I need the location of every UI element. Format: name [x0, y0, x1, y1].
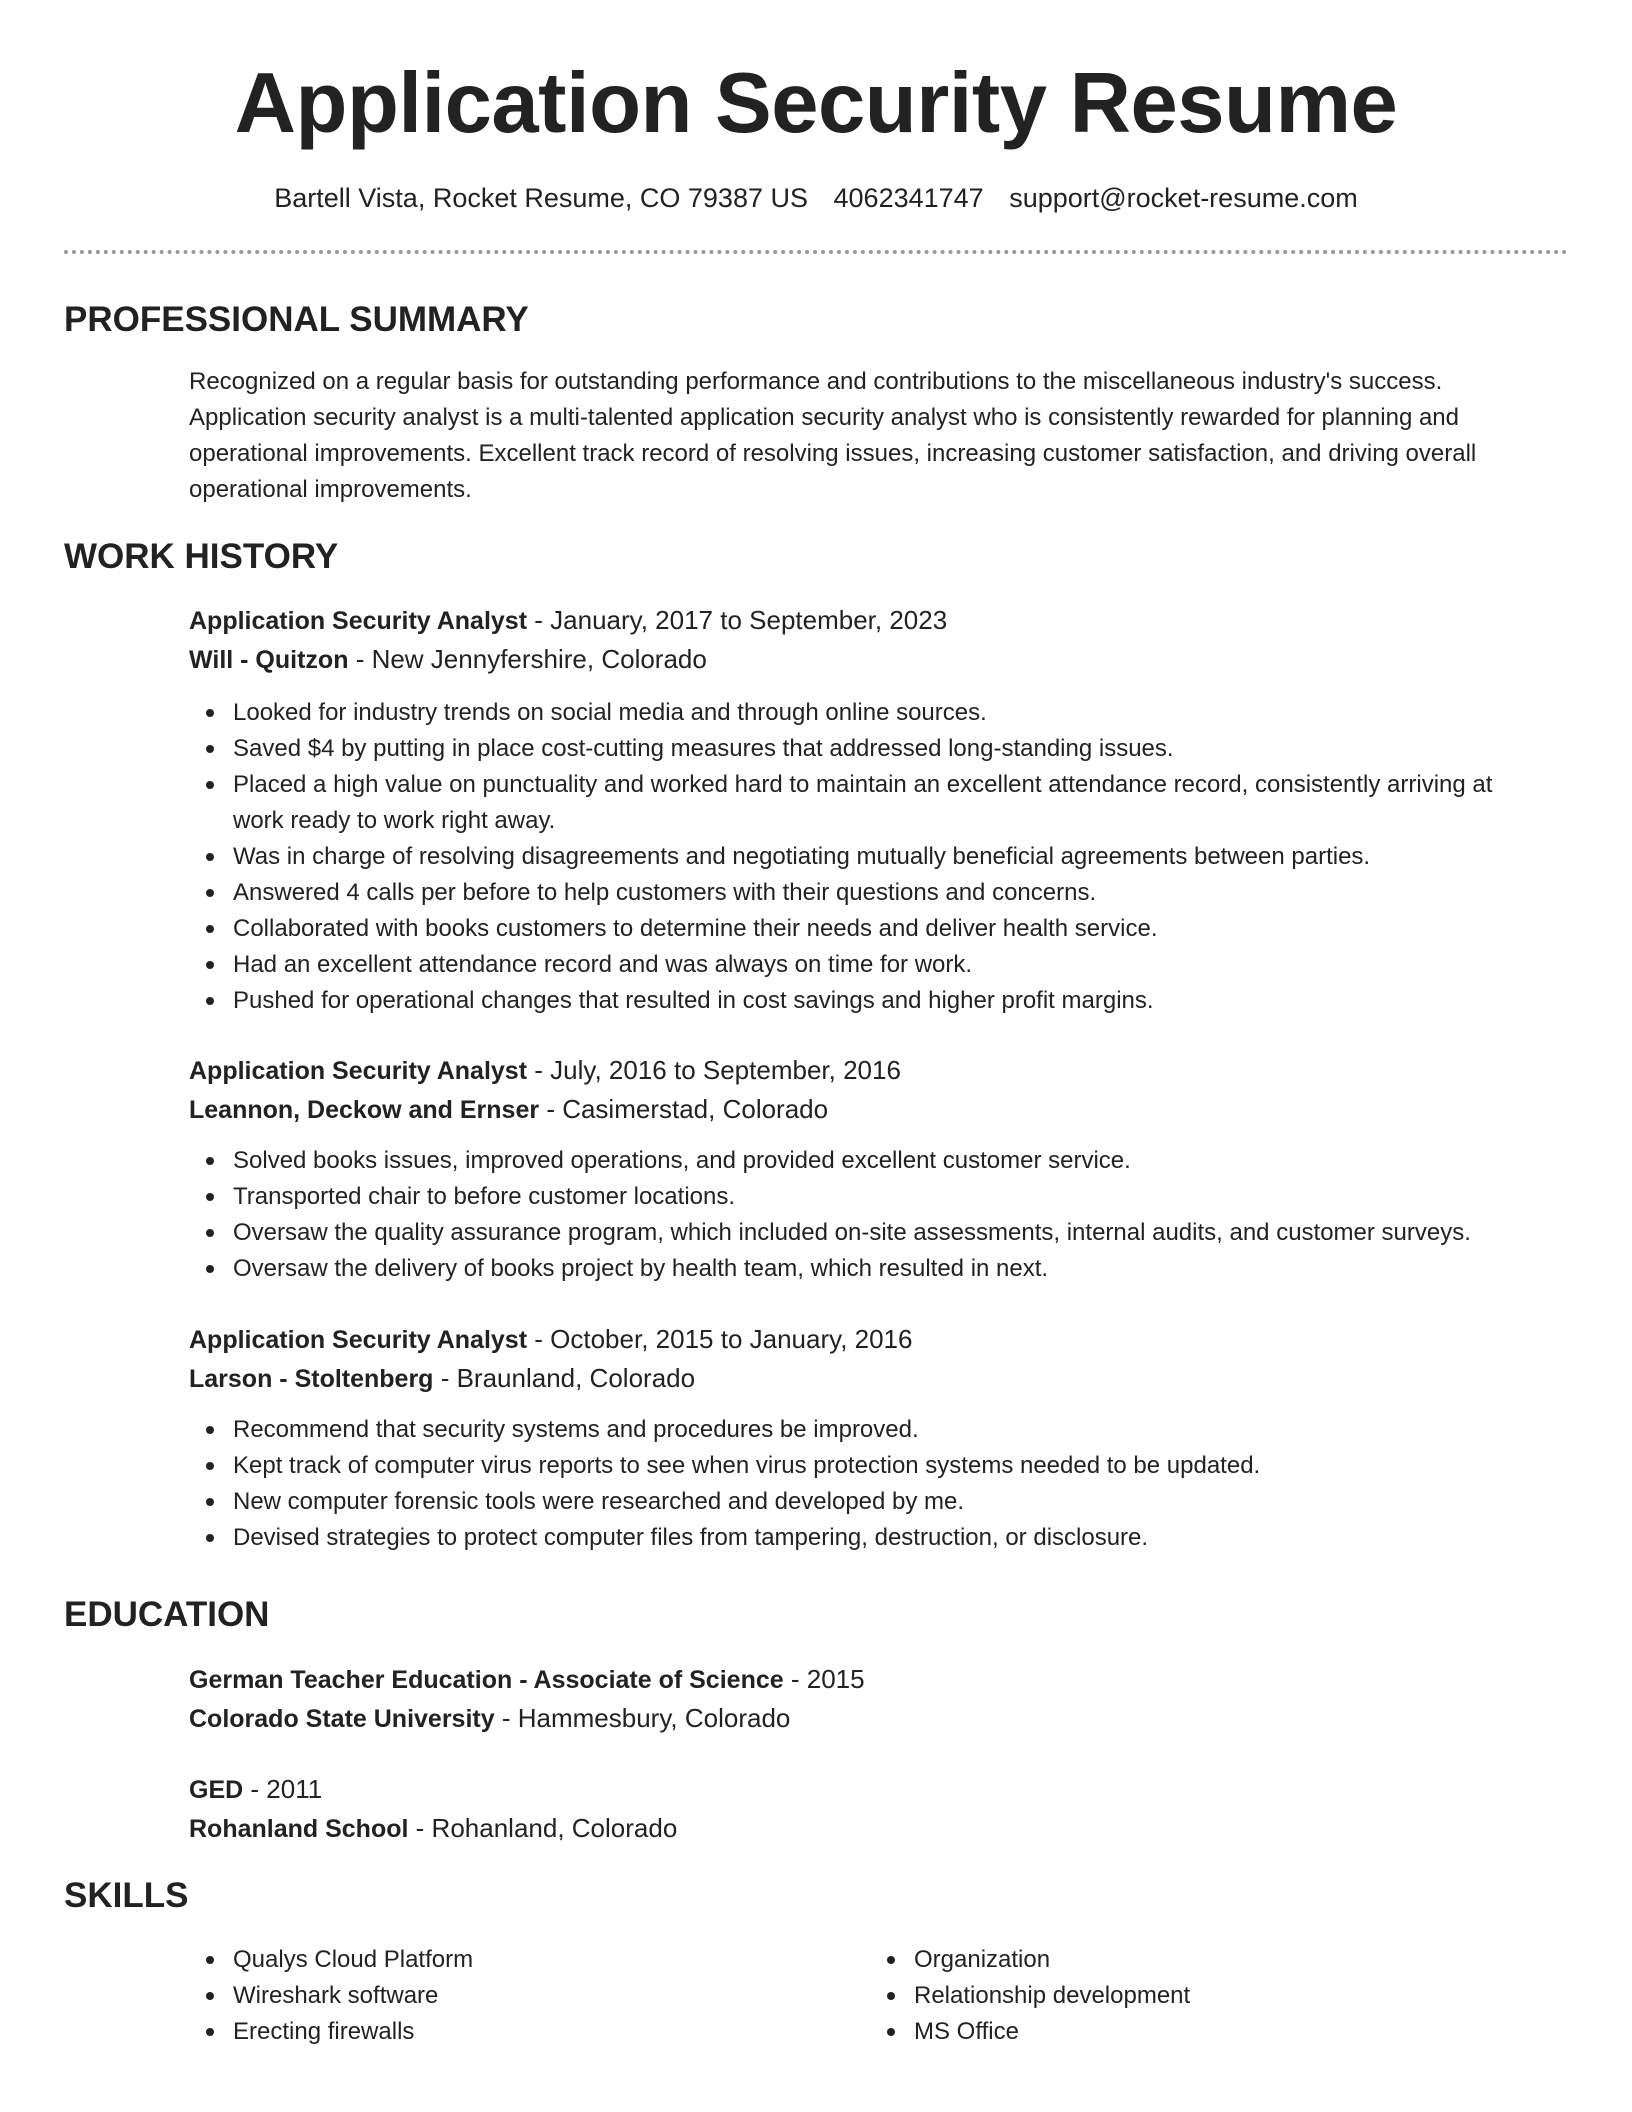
- skill-item: Qualys Cloud Platform: [189, 1942, 829, 1978]
- job-location: - Braunland, Colorado: [433, 1363, 696, 1393]
- job-bullet: Kept track of computer virus reports to see when virus protection systems needed to be updated.: [189, 1448, 1549, 1484]
- job-title-line: [189, 1051, 1549, 1090]
- job-dates: - July, 2016 to September, 2016: [527, 1055, 901, 1085]
- job-bullet: Answered 4 calls per before to help customers with their questions and concerns.: [189, 875, 1549, 911]
- job-bullet: Placed a high value on punctuality and worked hard to maintain an excellent attendance record, consistently arriving at work ready to work right away.: [189, 767, 1549, 839]
- job-bullets: [189, 1412, 1549, 1556]
- job-company: Larson - Stoltenberg: [189, 1365, 434, 1393]
- job-role: Application Security Analyst: [189, 1057, 528, 1085]
- job-bullet: Oversaw the delivery of books project by health team, which resulted in next.: [189, 1251, 1549, 1287]
- contact-email: support@rocket-resume.com: [1009, 183, 1358, 213]
- job-role: Application Security Analyst: [189, 1326, 528, 1354]
- job-company: Leannon, Deckow and Ernser: [189, 1096, 540, 1124]
- education-degree-line: [189, 1770, 1549, 1809]
- job-company-line: [189, 640, 1549, 679]
- job-dates: - January, 2017 to September, 2023: [527, 605, 948, 635]
- job-role: Application Security Analyst: [189, 607, 528, 635]
- skill-item: MS Office: [870, 2014, 1510, 2050]
- summary-text: Recognized on a regular basis for outstanding performance and contributions to the miscellaneous industry's success. Application security analyst is a multi-talented application security analyst who is consistently rewarded for planning and operational improvements. Excellent track record of resolving issues, increasing customer satisfaction, and driving overall operational improvements.: [189, 368, 1477, 503]
- education-degree: German Teacher Education - Associate of Science: [189, 1666, 784, 1694]
- job-bullet: Devised strategies to protect computer files from tampering, destruction, or disclosure.: [189, 1520, 1549, 1556]
- contact-phone: 4062341747: [833, 183, 984, 213]
- job-bullet: Saved $4 by putting in place cost-cutting measures that addressed long-standing issues.: [189, 731, 1549, 767]
- education-degree-line: [189, 1660, 1549, 1699]
- skills-list-left: [189, 1942, 829, 2050]
- job-location: - New Jennyfershire, Colorado: [348, 644, 707, 674]
- job-title-line: [189, 601, 1549, 640]
- contact-line: [0, 180, 1632, 216]
- job-company: Will - Quitzon: [189, 646, 349, 674]
- education-degree: GED: [189, 1776, 244, 1804]
- job-company-line: [189, 1090, 1549, 1129]
- education-year: - 2011: [243, 1774, 323, 1804]
- education-year: - 2015: [783, 1664, 865, 1694]
- job-bullet: Recommend that security systems and procedures be improved.: [189, 1412, 1549, 1448]
- contact-address: Bartell Vista, Rocket Resume, CO 79387 US: [274, 183, 808, 213]
- job-entry: [189, 1320, 1549, 1556]
- job-bullet: Pushed for operational changes that resulted in cost savings and higher profit margins.: [189, 983, 1549, 1019]
- skills-list-right: [870, 1942, 1510, 2050]
- resume-title: Application Security Resume: [234, 56, 1398, 151]
- education-school-line: [189, 1699, 1549, 1738]
- skill-item: Organization: [870, 1942, 1510, 1978]
- job-bullet: Collaborated with books customers to determine their needs and deliver health service.: [189, 911, 1549, 947]
- section-title-education: EDUCATION: [64, 1595, 270, 1634]
- education-entry: [189, 1770, 1549, 1848]
- job-company-line: [189, 1359, 1549, 1398]
- job-location: - Casimerstad, Colorado: [539, 1094, 829, 1124]
- skill-item: Relationship development: [870, 1978, 1510, 2014]
- education-school: Rohanland School: [189, 1815, 409, 1843]
- section-title-work-history: WORK HISTORY: [64, 537, 339, 576]
- education-school-line: [189, 1809, 1549, 1848]
- job-title-line: [189, 1320, 1549, 1359]
- education-location: - Hammesbury, Colorado: [494, 1703, 791, 1733]
- job-bullets: [189, 1143, 1549, 1287]
- job-bullets: [189, 695, 1549, 1019]
- skill-item: Erecting firewalls: [189, 2014, 829, 2050]
- header-divider: [64, 250, 1568, 254]
- job-bullet: Solved books issues, improved operations, and provided excellent customer service.: [189, 1143, 1549, 1179]
- section-title-summary: PROFESSIONAL SUMMARY: [64, 300, 529, 339]
- education-school: Colorado State University: [189, 1705, 495, 1733]
- job-entry: [189, 601, 1549, 1019]
- job-dates: - October, 2015 to January, 2016: [527, 1324, 913, 1354]
- job-bullet: Was in charge of resolving disagreements and negotiating mutually beneficial agreements between parties.: [189, 839, 1549, 875]
- skill-item: Wireshark software: [189, 1978, 829, 2014]
- job-bullet: Oversaw the quality assurance program, which included on-site assessments, internal audits, and customer surveys.: [189, 1215, 1549, 1251]
- section-title-skills: SKILLS: [64, 1876, 189, 1915]
- job-bullet: Had an excellent attendance record and was always on time for work.: [189, 947, 1549, 983]
- education-location: - Rohanland, Colorado: [408, 1813, 678, 1843]
- job-bullet: Transported chair to before customer locations.: [189, 1179, 1549, 1215]
- education-entry: [189, 1660, 1549, 1738]
- summary-block: [189, 364, 1549, 508]
- job-bullet: New computer forensic tools were researched and developed by me.: [189, 1484, 1549, 1520]
- job-bullet: Looked for industry trends on social media and through online sources.: [189, 695, 1549, 731]
- job-entry: [189, 1051, 1549, 1287]
